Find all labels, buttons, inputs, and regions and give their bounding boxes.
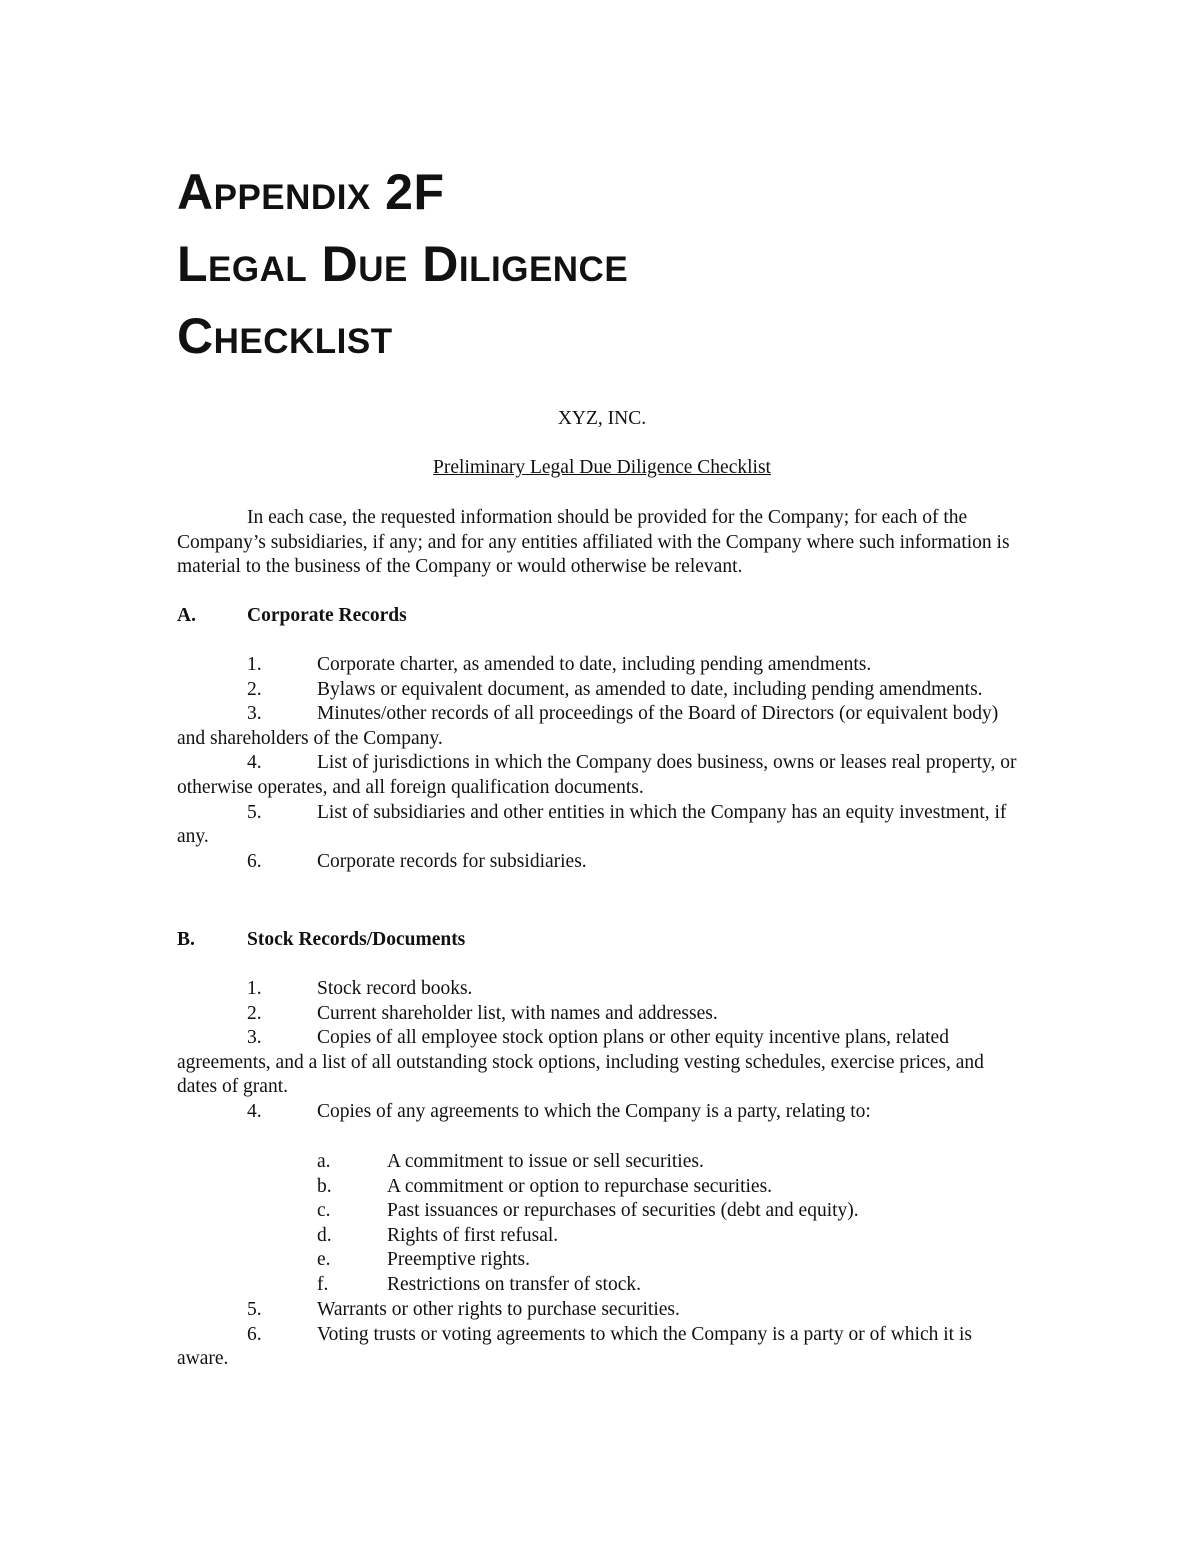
item-text: Rights of first refusal. (387, 1224, 559, 1246)
item-text: Stock record books. (317, 978, 473, 999)
sub-list-item (317, 1199, 1167, 1224)
page-title (177, 156, 628, 372)
item-number: 5. (247, 1299, 262, 1320)
item-text: Bylaws or equivalent document, as amended to date, including pending amendments. (317, 678, 983, 700)
section-letter: B. (177, 929, 195, 950)
item-number: 5. (247, 801, 262, 823)
intro-text: In each case, the requested information should be provided for the Company; for each of the Company’s subsidiaries, if any; and for any entities affiliated with the Company where such information is material to the business of the Company or would otherwise be relevant. (177, 507, 1010, 578)
section-heading-a (177, 604, 407, 629)
title-line-3: Checklist (177, 308, 393, 364)
item-text: A commitment to issue or sell securities. (387, 1151, 704, 1172)
item-text: Preemptive rights. (387, 1249, 530, 1271)
item-number: 6. (247, 1323, 262, 1345)
list-item (177, 678, 1027, 703)
item-text: List of subsidiaries and other entities in which the Company has an equity investment, if any. (177, 801, 1007, 848)
section-heading-b (177, 928, 465, 953)
item-text: Current shareholder list, with names and addresses. (317, 1002, 718, 1024)
sub-list-item (317, 1175, 1167, 1200)
title-line-1: Appendix 2F (177, 164, 445, 220)
corporate-records-list (177, 653, 1027, 874)
intro-paragraph (177, 506, 1027, 580)
stock-records-list-continued (177, 1298, 1027, 1372)
list-item (177, 751, 1027, 800)
document-subtitle (177, 456, 1027, 481)
item-text: A commitment or option to repurchase securities. (387, 1175, 773, 1197)
sub-list-item (317, 1150, 1167, 1175)
list-item (177, 1002, 1027, 1027)
list-item (177, 702, 1027, 751)
item-letter: d. (317, 1224, 332, 1246)
section-title: Stock Records/Documents (247, 929, 466, 950)
item-text: Corporate records for subsidiaries. (317, 850, 587, 872)
list-item (177, 1298, 1027, 1323)
item-number: 2. (247, 678, 262, 700)
list-item (177, 653, 1027, 678)
item-letter: c. (317, 1200, 331, 1222)
agreements-sub-list (317, 1150, 1167, 1298)
item-text: Past issuances or repurchases of securities (debt and equity). (387, 1200, 859, 1222)
item-number: 6. (247, 850, 262, 872)
item-number: 2. (247, 1002, 262, 1024)
item-letter: e. (317, 1249, 331, 1271)
item-text: Minutes/other records of all proceedings of the Board of Directors (or equivalent body) and shareholders of the Company. (177, 703, 999, 749)
item-letter: a. (317, 1151, 331, 1172)
section-letter: A. (177, 605, 196, 626)
item-number: 3. (247, 703, 262, 725)
list-item (177, 801, 1027, 850)
sub-list-item (317, 1248, 1167, 1273)
list-item (177, 1100, 1027, 1125)
section-title: Corporate Records (247, 605, 407, 626)
company-name: XYZ, INC. (557, 408, 647, 429)
sub-list-item (317, 1224, 1167, 1249)
item-text: Warrants or other rights to purchase securities. (317, 1299, 680, 1320)
sub-list-item (317, 1273, 1167, 1298)
item-text: Corporate charter, as amended to date, including pending amendments. (317, 654, 872, 675)
stock-records-list (177, 977, 1027, 1125)
item-number: 4. (247, 752, 262, 774)
item-number: 3. (247, 1027, 262, 1049)
item-text: Copies of any agreements to which the Company is a party, relating to: (317, 1100, 871, 1122)
subtitle-text: Preliminary Legal Due Diligence Checklist (433, 457, 771, 478)
item-letter: b. (317, 1175, 332, 1197)
item-number: 1. (247, 978, 262, 999)
list-item (177, 850, 1027, 875)
list-item (177, 1323, 1027, 1372)
item-letter: f. (317, 1273, 329, 1295)
item-text: Voting trusts or voting agreements to which the Company is a party or of which it is aware. (177, 1323, 972, 1370)
item-text: Restrictions on transfer of stock. (387, 1273, 641, 1295)
item-text: List of jurisdictions in which the Company does business, owns or leases real property, or otherwise operates, and all foreign qualification documents. (177, 752, 1017, 798)
list-item (177, 977, 1027, 1002)
item-number: 1. (247, 654, 262, 675)
list-item (177, 1026, 1027, 1100)
item-text: Copies of all employee stock option plans or other equity incentive plans, related agreements, and a list of all outstanding stock options, including vesting schedules, exercise prices, and dates of grant. (177, 1027, 984, 1098)
item-number: 4. (247, 1100, 262, 1122)
title-line-2: Legal Due Diligence (177, 236, 629, 292)
